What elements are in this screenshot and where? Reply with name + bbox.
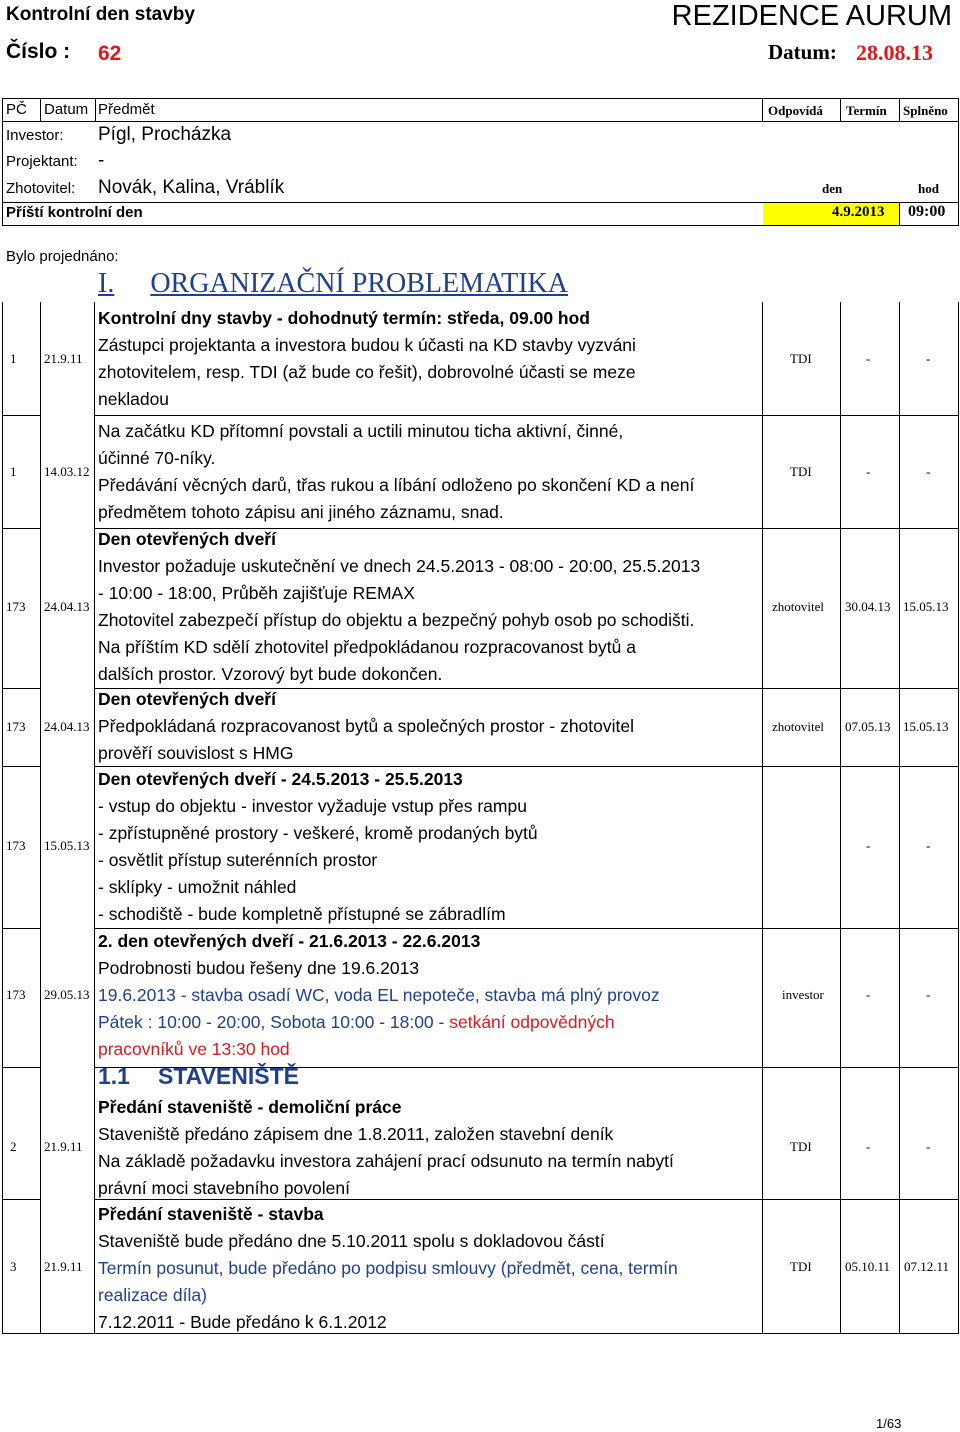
row-date: 15.05.13 bbox=[44, 838, 90, 853]
row-text-line: Předání staveniště - demoliční práce bbox=[98, 1097, 402, 1117]
row-text-line: - sklípky - umožnit náhled bbox=[98, 877, 297, 897]
row-date: 14.03.12 bbox=[44, 464, 90, 479]
row-done: - bbox=[926, 1139, 931, 1154]
row-text-line: Den otevřených dveří bbox=[98, 529, 276, 549]
row-term: 05.10.11 bbox=[845, 1259, 891, 1274]
row-text-line: Na začátku KD přítomní povstali a uctili minutou ticha aktivní, činné, bbox=[98, 421, 624, 441]
den-label: den bbox=[822, 181, 843, 196]
row-text-line: Předání staveniště - stavba bbox=[98, 1204, 324, 1224]
row-text-line: Pátek : 10:00 - 20:00, Sobota 10:00 - 18:00 - bbox=[98, 1012, 450, 1032]
row-responsible: TDI bbox=[790, 1139, 812, 1154]
row-text-line: Kontrolní dny stavby - dohodnutý termín: středa, 09.00 hod bbox=[98, 308, 590, 328]
row-text-line: Termín posunut, bude předáno po podpisu smlouvy (předmět, cena, termín bbox=[98, 1258, 678, 1278]
row-text-line: - schodiště - bude kompletně přístupné se zábradlím bbox=[98, 904, 506, 924]
row-done: 07.12.11 bbox=[904, 1259, 950, 1274]
row-date: 21.9.11 bbox=[44, 351, 83, 366]
row-term: 30.04.13 bbox=[845, 599, 891, 614]
row-text-line: Investor požaduje uskutečnění ve dnech 24.5.2013 - 08:00 - 20:00, 25.5.2013 bbox=[98, 556, 701, 576]
row-text-line: předmětem tohoto zápisu ani jiného záznamu, snad. bbox=[98, 502, 504, 522]
row-date: 24.04.13 bbox=[44, 599, 90, 614]
hod-label: hod bbox=[918, 181, 939, 196]
row-text-line: účinné 70-níky. bbox=[98, 448, 216, 468]
page-number: 1/63 bbox=[876, 1416, 902, 1431]
row-date: 21.9.11 bbox=[44, 1139, 83, 1154]
row-done: - bbox=[926, 987, 931, 1002]
row-responsible: zhotovitel bbox=[772, 599, 824, 614]
col-header-odpovida: Odpovídá bbox=[768, 103, 823, 118]
number-label: Číslo : bbox=[6, 40, 71, 63]
row-term: - bbox=[866, 351, 871, 366]
row-text-line: Zhotovitel zabezpečí přístup do objektu a bezpečný pohyb osob po schodišti. bbox=[98, 610, 695, 630]
row-done: - bbox=[926, 351, 931, 366]
row-text-line: Na příštím KD sdělí zhotovitel předpokládanou rozpracovanost bytů a bbox=[98, 637, 636, 657]
row-text-line: Den otevřených dveří - 24.5.2013 - 25.5.2013 bbox=[98, 769, 463, 789]
row-text-line: 2. den otevřených dveří - 21.6.2013 - 22.6.2013 bbox=[98, 931, 481, 951]
row-text-line: Staveniště předáno zápisem dne 1.8.2011, založen stavební deník bbox=[98, 1124, 614, 1144]
next-meeting-time: 09:00 bbox=[908, 203, 946, 220]
projektant-label: Projektant: bbox=[6, 153, 78, 170]
row-text-line: Zástupci projektanta a investora budou k účasti na KD stavby vyzváni bbox=[98, 335, 636, 355]
row-text-line: realizace díla) bbox=[98, 1285, 207, 1305]
row-text-line: pracovníků ve 13:30 hod bbox=[98, 1039, 290, 1059]
row-done: - bbox=[926, 838, 931, 853]
row-term: - bbox=[866, 987, 871, 1002]
next-meeting-date: 4.9.2013 bbox=[832, 204, 885, 220]
section-title: STAVENIŠTĚ bbox=[157, 1063, 299, 1089]
row-pc: 173 bbox=[6, 987, 26, 1002]
section-heading-organization bbox=[98, 268, 568, 300]
row-responsible: zhotovitel bbox=[772, 719, 824, 734]
row-text-line: právní moci stavebního povolení bbox=[98, 1178, 350, 1198]
row-text-line: - 10:00 - 18:00, Průběh zajišťuje REMAX bbox=[98, 583, 415, 603]
row-done: 15.05.13 bbox=[903, 719, 949, 734]
row-done: - bbox=[926, 464, 931, 479]
row-text-line: prověří souvislost s HMG bbox=[98, 743, 294, 763]
document-number: 62 bbox=[98, 42, 122, 65]
row-text-line: - osvětlit přístup suterénních prostor bbox=[98, 850, 378, 870]
row-responsible: TDI bbox=[790, 464, 812, 479]
row-term: - bbox=[866, 1139, 871, 1154]
row-pc: 173 bbox=[6, 599, 26, 614]
row-pc: 173 bbox=[6, 838, 26, 853]
section-title: ORGANIZAČNÍ PROBLEMATIKA bbox=[150, 268, 568, 299]
date-label: Datum: bbox=[768, 40, 837, 64]
row-text-line: 7.12.2011 - Bude předáno k 6.1.2012 bbox=[98, 1312, 387, 1332]
col-header-pc: PČ bbox=[6, 101, 27, 118]
row-responsible: TDI bbox=[790, 1259, 812, 1274]
row-text-line: Staveniště bude předáno dne 5.10.2011 spolu s dokladovou částí bbox=[98, 1231, 605, 1251]
row-term: - bbox=[866, 464, 871, 479]
next-meeting-label: Příští kontrolní den bbox=[6, 204, 143, 221]
investor-label: Investor: bbox=[6, 127, 64, 144]
row-text-line-mixed bbox=[98, 1012, 615, 1033]
section-number: I. bbox=[98, 268, 115, 299]
row-pc: 1 bbox=[10, 464, 17, 479]
row-done: 15.05.13 bbox=[903, 599, 949, 614]
row-text-line: zhotovitelem, resp. TDI (až bude co řešit), dobrovolné účasti se meze bbox=[98, 362, 636, 382]
row-text-line: 19.6.2013 - stavba osadí WC, voda EL nepoteče, stavba má plný provoz bbox=[98, 985, 660, 1005]
row-term: 07.05.13 bbox=[845, 719, 891, 734]
row-pc: 2 bbox=[10, 1139, 17, 1154]
row-text-line: nekladou bbox=[98, 389, 170, 409]
row-responsible: TDI bbox=[790, 351, 812, 366]
row-text-line: dalších prostor. Vzorový byt bude dokončen. bbox=[98, 664, 443, 684]
row-text-line: Den otevřených dveří bbox=[98, 689, 276, 709]
row-text-line: Předpokládaná rozpracovanost bytů a společných prostor - zhotovitel bbox=[98, 716, 634, 736]
row-date: 24.04.13 bbox=[44, 719, 90, 734]
section-heading-site bbox=[98, 1063, 299, 1090]
row-text-line: - vstup do objektu - investor vyžaduje vstup přes rampu bbox=[98, 796, 527, 816]
row-text-line: Podrobnosti budou řešeny dne 19.6.2013 bbox=[98, 958, 420, 978]
document-title: Kontrolní den stavby bbox=[6, 4, 195, 25]
project-name: REZIDENCE AURUM bbox=[671, 0, 952, 32]
row-responsible: investor bbox=[782, 987, 824, 1002]
section-number: 1.1 bbox=[98, 1063, 130, 1089]
row-date: 21.9.11 bbox=[44, 1259, 83, 1274]
document-date: 28.08.13 bbox=[856, 40, 933, 65]
row-pc: 1 bbox=[10, 351, 17, 366]
zhotovitel-label: Zhotovitel: bbox=[6, 180, 76, 197]
col-header-predmet: Předmět bbox=[98, 101, 155, 118]
col-header-termin: Termín bbox=[846, 103, 887, 118]
row-pc: 3 bbox=[10, 1259, 17, 1274]
projektant-value: - bbox=[98, 150, 105, 171]
col-header-splneno: Splněno bbox=[903, 103, 948, 118]
row-text-line: Na základě požadavku investora zahájení prací odsunuto na termín nabytí bbox=[98, 1151, 674, 1171]
zhotovitel-value: Novák, Kalina, Vráblík bbox=[98, 177, 285, 198]
discussed-label: Bylo projednáno: bbox=[6, 248, 119, 265]
col-header-datum: Datum bbox=[44, 101, 89, 118]
investor-value: Pígl, Procházka bbox=[98, 124, 232, 145]
row-text-line: setkání odpovědných bbox=[449, 1012, 615, 1032]
row-date: 29.05.13 bbox=[44, 987, 90, 1002]
row-text-line: Předávání věcných darů, třas rukou a líbání odloženo po skončení KD a není bbox=[98, 475, 695, 495]
row-pc: 173 bbox=[6, 719, 26, 734]
row-term: - bbox=[866, 838, 871, 853]
row-text-line: - zpřístupněné prostory - veškeré, kromě prodaných bytů bbox=[98, 823, 538, 843]
